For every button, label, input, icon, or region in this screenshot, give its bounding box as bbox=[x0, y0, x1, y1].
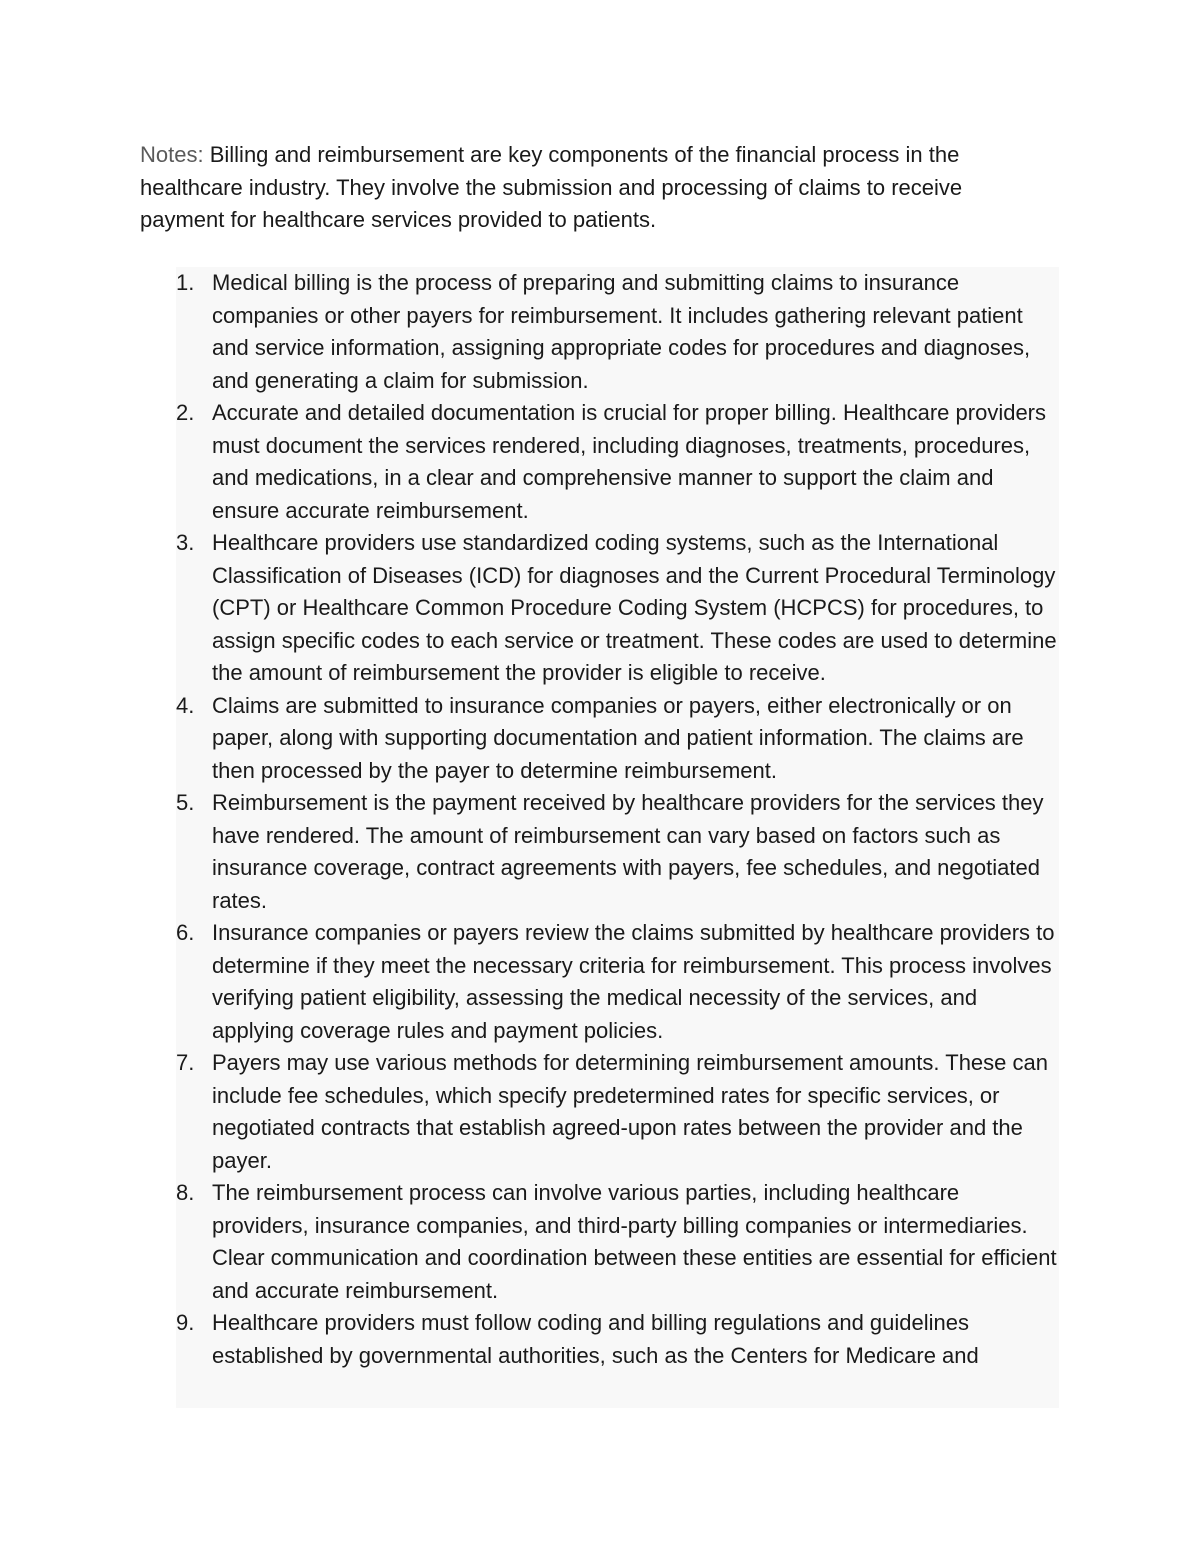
list-item-number: 9. bbox=[176, 1310, 195, 1335]
list-item-text: Healthcare providers must follow coding and billing regulations and guidelines established by governmental authorities, such as the Centers for Medicare and bbox=[212, 1310, 979, 1368]
list-item-number: 7. bbox=[176, 1050, 195, 1075]
list-item-number: 6. bbox=[176, 920, 195, 945]
list-item bbox=[176, 690, 1059, 788]
list-item bbox=[176, 787, 1059, 917]
list-item bbox=[176, 1307, 1059, 1372]
list-item bbox=[176, 527, 1059, 690]
list-item-number: 8. bbox=[176, 1180, 195, 1205]
list-item bbox=[176, 1047, 1059, 1177]
list-item-number: 1. bbox=[176, 270, 195, 295]
list-item-text: Payers may use various methods for determining reimbursement amounts. These can include fee schedules, which specify predetermined rates for specific services, or negotiated contracts that establish agreed-upon rates between the provider and the payer. bbox=[212, 1050, 1048, 1173]
list-item-number: 2. bbox=[176, 400, 195, 425]
list-item-text: Accurate and detailed documentation is crucial for proper billing. Healthcare providers must document the services rendered, including diagnoses, treatments, procedures, and medications, in a clear and comprehensive manner to support the claim and ensure accurate reimbursement. bbox=[212, 400, 1047, 523]
list-item bbox=[176, 267, 1059, 397]
list-item-number: 4. bbox=[176, 692, 195, 718]
list-item-text: The reimbursement process can involve various parties, including healthcare providers, insurance companies, and third-party billing companies or intermediaries. Clear communication and coordination between these entities are essential for efficient and accurate reimbursement. bbox=[212, 1180, 1057, 1303]
intro-text: Billing and reimbursement are key components of the financial process in the healthcare industry. They involve the submission and processing of claims to receive payment for healthcare services provided to patients. bbox=[140, 142, 963, 232]
numbered-list-block bbox=[176, 267, 1059, 1408]
list-item-number: 5. bbox=[176, 790, 195, 815]
list-item-number: 3. bbox=[176, 530, 195, 555]
notes-label: Notes: bbox=[140, 142, 204, 167]
list-item-text: Insurance companies or payers review the claims submitted by healthcare providers to determine if they meet the necessary criteria for reimbursement. This process involves verifying patient eligibility, assessing the medical necessity of the services, and applying coverage rules and payment policies. bbox=[212, 920, 1055, 1043]
list-item bbox=[176, 397, 1059, 527]
numbered-list bbox=[176, 267, 1059, 1372]
list-item bbox=[176, 917, 1059, 1047]
list-item-text: Medical billing is the process of preparing and submitting claims to insurance companies or other payers for reimbursement. It includes gathering relevant patient and service information, assigning appropriate codes for procedures and diagnoses, and generating a claim for submission. bbox=[212, 270, 1031, 393]
list-item-text: Reimbursement is the payment received by healthcare providers for the services they have rendered. The amount of reimbursement can vary based on factors such as insurance coverage, contract agreements with payers, fee schedules, and negotiated rates. bbox=[212, 790, 1044, 913]
intro-paragraph bbox=[140, 139, 1040, 237]
list-item-text: Claims are submitted to insurance companies or payers, either electronically or on paper, along with supporting documentation and patient information. The claims are then processed by the payer to determine reimbursement. bbox=[212, 692, 1024, 783]
list-item-text: Healthcare providers use standardized coding systems, such as the International Classification of Diseases (ICD) for diagnoses and the Current Procedural Terminology (CPT) or Healthcare Common Procedure Coding System (HCPCS) for procedures, to assign specific codes to each service or treatment. These codes are used to determine the amount of reimbursement the provider is eligible to receive. bbox=[212, 530, 1057, 685]
list-item bbox=[176, 1177, 1059, 1307]
